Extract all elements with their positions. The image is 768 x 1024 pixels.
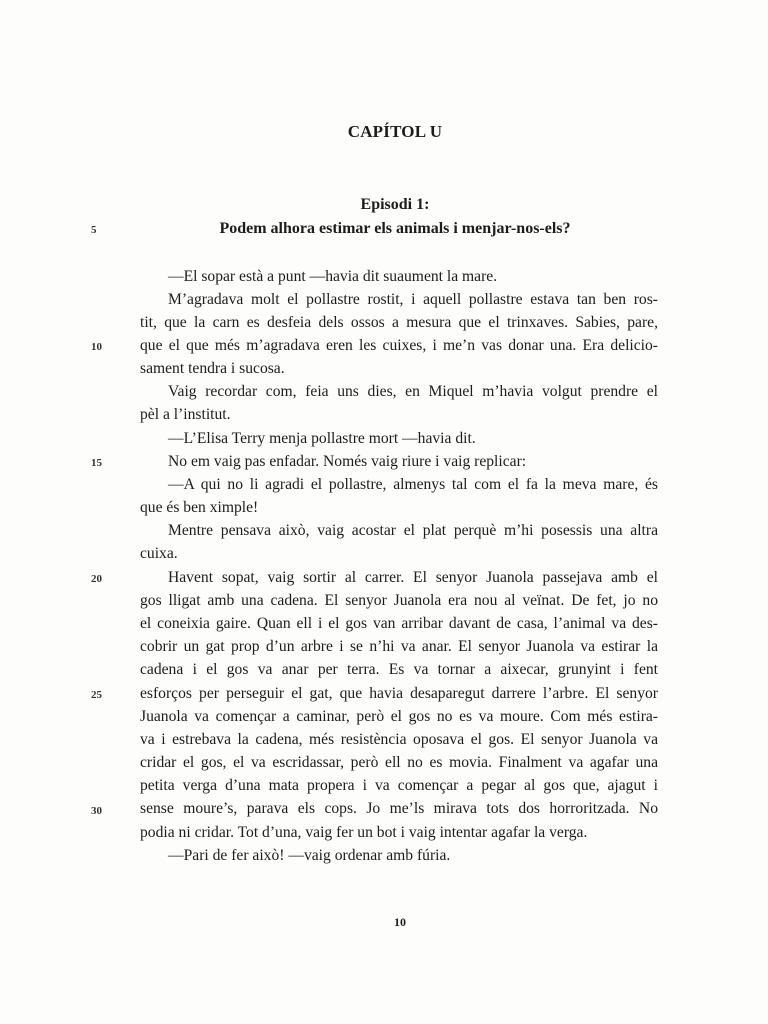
line-number: 25: [91, 689, 102, 701]
text-line: —Pari de fer això! —vaig ordenar amb fúria.: [168, 847, 451, 864]
text-line: tit, que la carn es desfeia dels ossos a mesura que el trinxaves. Sabies, pare,: [140, 314, 658, 331]
episode-label: Episodi 1:: [360, 196, 430, 213]
text-line: Juanola va començar a caminar, però el gos no es va moure. Com més estira-: [140, 708, 658, 725]
text-line: esforços per perseguir el gat, que havia desaparegut darrere l’arbre. El senyor: [140, 685, 658, 702]
text-line: gos lligat amb una cadena. El senyor Juanola era nou al veïnat. De fet, jo no: [140, 592, 658, 609]
text-line: —El sopar està a punt —havia dit suaument la mare.: [168, 268, 498, 285]
text-line: va i estrebava la cadena, més resistència oposava el gos. El senyor Juanola va: [140, 731, 658, 748]
text-line: —A qui no li agradi el pollastre, almenys tal com el fa la meva mare, és: [168, 476, 658, 493]
text-line: M’agradava molt el pollastre rostit, i aquell pollastre estava tan ben ros-: [168, 291, 658, 308]
episode-title: Podem alhora estimar els animals i menjar-nos-els?: [219, 220, 571, 237]
text-line: Mentre pensava això, vaig acostar el plat perquè m’hi posessis una altra: [168, 522, 658, 539]
line-number: 10: [91, 341, 102, 353]
text-line: cridar el gos, el va escridassar, però ell no es movia. Finalment va agafar una: [140, 754, 658, 771]
line-number: 15: [91, 457, 102, 469]
text-line: pèl a l’institut.: [140, 406, 231, 423]
text-line: cuixa.: [140, 545, 178, 562]
text-line: No em vaig pas enfadar. Només vaig riure i vaig replicar:: [168, 453, 527, 470]
text-line: Vaig recordar com, feia uns dies, en Miquel m’havia volgut prendre el: [168, 383, 658, 400]
page-number: 10: [394, 915, 406, 929]
text-line: que el que més m’agradava eren les cuixes, i me’n vas donar una. Era delicio-: [140, 337, 658, 354]
text-line: podia ni cridar. Tot d’una, vaig fer un bot i vaig intentar agafar la verga.: [140, 824, 588, 841]
text-line: Havent sopat, vaig sortir al carrer. El senyor Juanola passejava amb el: [168, 569, 658, 586]
text-line: sament tendra i sucosa.: [140, 360, 285, 377]
text-line: que és ben ximple!: [140, 499, 259, 516]
text-line: petita verga d’una mata propera i va començar a pegar al gos que, ajagut i: [140, 777, 658, 794]
text-line: cadena i el gos va anar per terra. Es va tornar a aixecar, grunyint i fent: [140, 661, 658, 678]
chapter-heading: CAPÍTOL U: [347, 122, 443, 141]
text-line: —L’Elisa Terry menja pollastre mort —havia dit.: [168, 430, 476, 447]
line-number: 30: [91, 805, 102, 817]
text-line: sense moure’s, parava els cops. Jo me’ls mirava tots dos horroritzada. No: [140, 800, 658, 817]
line-number: 5: [91, 224, 97, 236]
line-number: 20: [91, 573, 102, 585]
text-line: el coneixia gaire. Quan ell i el gos van arribar davant de casa, l’animal va des-: [140, 615, 658, 632]
text-line: cobrir un gat prop d’un arbre i se n’hi va anar. El senyor Juanola va estirar la: [140, 638, 658, 655]
